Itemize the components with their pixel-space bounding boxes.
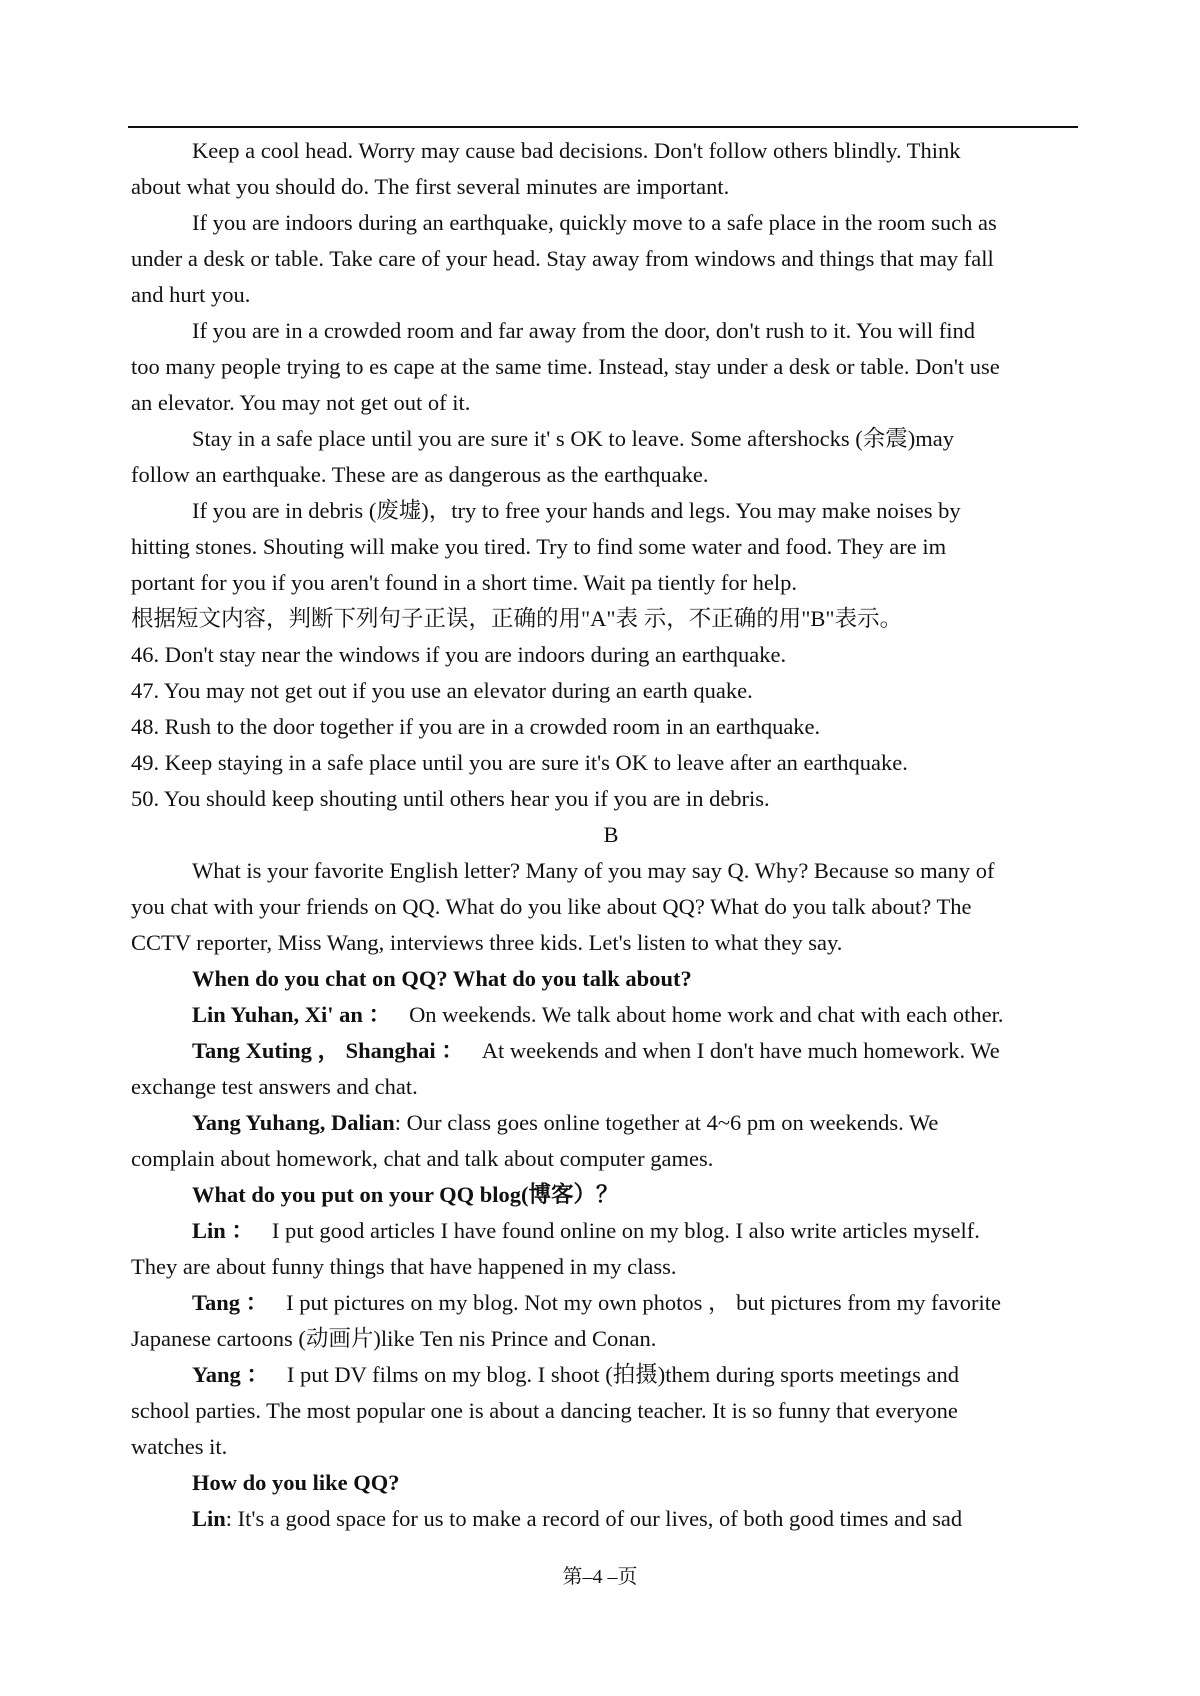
speaker-name: Tang ： xyxy=(192,1290,269,1315)
paragraph-line: too many people trying to es cape at the same time. Instead, stay under a desk or table. Don't use xyxy=(131,354,1000,379)
interview-question-text: When do you chat on QQ? What do you talk about? xyxy=(192,966,692,991)
question-item: 49. Keep staying in a safe place until you are sure it's OK to leave after an earthquake. xyxy=(131,750,908,775)
question-item: 50. You should keep shouting until others hear you if you are in debris. xyxy=(131,786,770,811)
interview-question xyxy=(131,961,1091,997)
answer-text: I put good articles I have found online on my blog. I also write articles myself. xyxy=(271,1218,980,1243)
paragraph-line: Stay in a safe place until you are sure it' s OK to leave. Some aftershocks (余震)may xyxy=(192,426,954,451)
paragraph-line: hitting stones. Shouting will make you tired. Try to find some water and food. They are im xyxy=(131,534,947,559)
question-item: 46. Don't stay near the windows if you are indoors during an earthquake. xyxy=(131,642,787,667)
paragraph-line: under a desk or table. Take care of your head. Stay away from windows and things that may fall xyxy=(131,246,994,271)
answer-continuation: school parties. The most popular one is about a dancing teacher. It is so funny that everyone xyxy=(131,1398,958,1423)
interview-question xyxy=(131,1177,1091,1213)
paragraph-line: portant for you if you aren't found in a short time. Wait pa tiently for help. xyxy=(131,570,798,595)
paragraph-line: you chat with your friends on QQ. What do you like about QQ? What do you talk about? The xyxy=(131,894,972,919)
answer-text: : Our class goes online together at 4~6 pm on weekends. We xyxy=(394,1110,939,1135)
interview-question xyxy=(131,1465,1091,1501)
interview-answer xyxy=(131,1285,1091,1321)
answer-text: On weekends. We talk about home work and chat with each other. xyxy=(409,1002,1004,1027)
page-number: 第–4 –页 xyxy=(562,1566,638,1588)
speaker-name: Tang Xuting ， Shanghai ： xyxy=(192,1038,464,1063)
paragraph-line: and hurt you. xyxy=(131,282,251,307)
paragraph-line: What is your favorite English letter? Many of you may say Q. Why? Because so many of xyxy=(192,858,995,883)
speaker-name: Lin ： xyxy=(192,1218,254,1243)
interview-question-text: What do you put on your QQ blog(博客）？ xyxy=(192,1182,619,1207)
answer-continuation: complain about homework, chat and talk about computer games. xyxy=(131,1146,714,1171)
interview-answer xyxy=(131,1105,1091,1141)
interview-answer xyxy=(131,1357,1091,1393)
answer-continuation: watches it. xyxy=(131,1434,228,1459)
interview-answer xyxy=(131,997,1091,1033)
question-item: 47. You may not get out if you use an elevator during an earth quake. xyxy=(131,678,753,703)
paragraph-line: an elevator. You may not get out of it. xyxy=(131,390,471,415)
header-rule xyxy=(128,126,1078,128)
speaker-name: Yang Yuhang, Dalian xyxy=(192,1110,395,1135)
page-content xyxy=(131,133,1091,1537)
answer-continuation: exchange test answers and chat. xyxy=(131,1074,418,1099)
interview-answer xyxy=(131,1033,1091,1069)
interview-question-text: How do you like QQ? xyxy=(192,1470,400,1495)
answer-text: I put DV films on my blog. I shoot (拍摄)them during sports meetings and xyxy=(286,1362,959,1387)
answer-text: : It's a good space for us to make a record of our lives, of both good times and sad xyxy=(225,1506,963,1531)
paragraph-line: If you are in a crowded room and far away from the door, don't rush to it. You will find xyxy=(192,318,975,343)
speaker-name: Lin Yuhan, Xi' an ： xyxy=(192,1002,392,1027)
instruction-text: 根据短文内容，判断下列句子正误，正确的用"A"表 示，不正确的用"B"表示。 xyxy=(131,606,903,631)
speaker-name: Yang ： xyxy=(192,1362,269,1387)
answer-continuation: Japanese cartoons (动画片)like Ten nis Prince and Conan. xyxy=(131,1326,657,1351)
speaker-name: Lin xyxy=(192,1506,226,1531)
paragraph-line: about what you should do. The first several minutes are important. xyxy=(131,174,730,199)
paragraph-line: If you are indoors during an earthquake, quickly move to a safe place in the room such as xyxy=(192,210,997,235)
answer-text: I put pictures on my blog. Not my own photos ， but pictures from my favorite xyxy=(286,1290,1001,1315)
interview-answer xyxy=(131,1213,1091,1249)
paragraph-line: follow an earthquake. These are as dangerous as the earthquake. xyxy=(131,462,709,487)
answer-continuation: They are about funny things that have happened in my class. xyxy=(131,1254,677,1279)
interview-answer xyxy=(131,1501,1091,1537)
paragraph-line: CCTV reporter, Miss Wang, interviews three kids. Let's listen to what they say. xyxy=(131,930,843,955)
answer-text: At weekends and when I don't have much homework. We xyxy=(481,1038,1000,1063)
paragraph-line: Keep a cool head. Worry may cause bad decisions. Don't follow others blindly. Think xyxy=(192,138,961,163)
paragraph-line: If you are in debris (废墟)，try to free your hands and legs. You may make noises by xyxy=(192,498,961,523)
question-item: 48. Rush to the door together if you are in a crowded room in an earthquake. xyxy=(131,714,821,739)
section-heading: B xyxy=(603,822,619,847)
